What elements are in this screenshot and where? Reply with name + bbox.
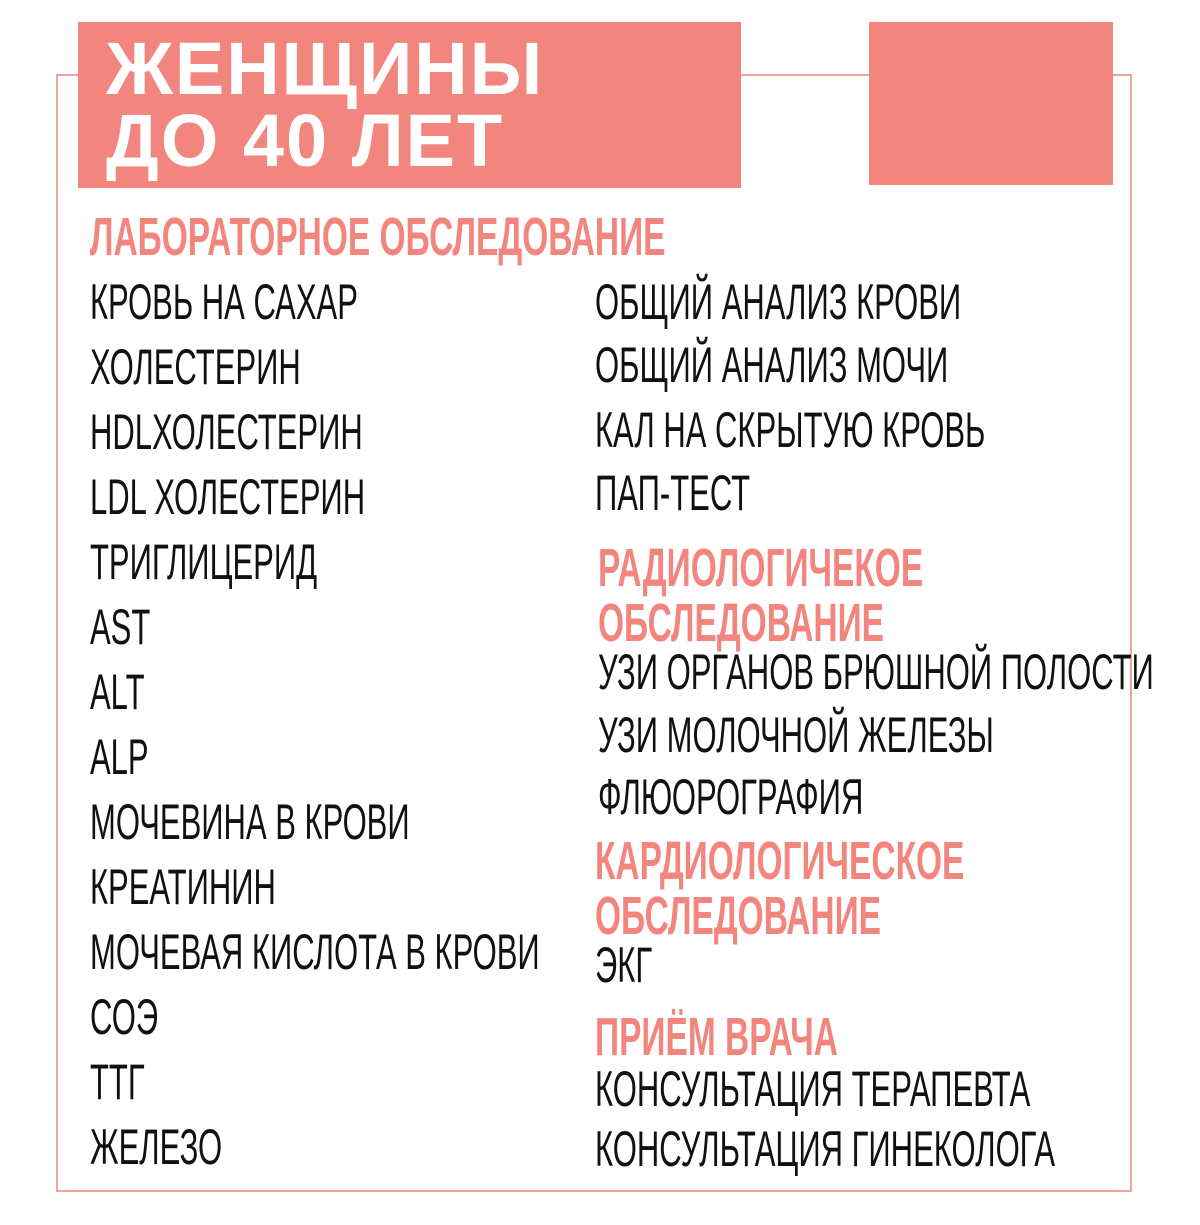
list-item: ФЛЮОРОГРАФИЯ — [598, 769, 864, 825]
list-item: КОНСУЛЬТАЦИЯ ТЕРАПЕВТА — [595, 1061, 1031, 1117]
doctor-heading: ПРИЁМ ВРАЧА — [595, 1007, 838, 1067]
cardiology-heading-line-2: ОБСЛЕДОВАНИЕ — [595, 886, 881, 946]
radiology-heading-line-1: РАДИОЛОГИЧЕКОЕ — [598, 538, 924, 598]
list-item: ХОЛЕСТЕРИН — [90, 339, 301, 395]
list-item: КОНСУЛЬТАЦИЯ ГИНЕКОЛОГА — [595, 1121, 1056, 1177]
lab-heading: ЛАБОРАТОРНОЕ ОБСЛЕДОВАНИЕ — [90, 207, 666, 267]
list-item: ЖЕЛЕЗО — [90, 1119, 223, 1175]
list-item: ПАП-ТЕСТ — [595, 465, 751, 521]
cardiology-heading-line-1: КАРДИОЛОГИЧЕСКОЕ — [595, 831, 965, 891]
page-title-line-1: ЖЕНЩИНЫ — [106, 27, 545, 110]
accent-block — [869, 22, 1113, 185]
list-item: ТТГ — [90, 1054, 145, 1110]
list-item: КРОВЬ НА САХАР — [90, 274, 358, 330]
list-item: СОЭ — [90, 989, 159, 1045]
list-item: AST — [90, 599, 151, 655]
list-item: КРЕАТИНИН — [90, 859, 276, 915]
radiology-heading-line-2: ОБСЛЕДОВАНИЕ — [598, 593, 884, 653]
list-item: МОЧЕВАЯ КИСЛОТА В КРОВИ — [90, 924, 540, 980]
list-item: УЗИ МОЛОЧНОЙ ЖЕЛЕЗЫ — [598, 707, 994, 763]
list-item: ЭКГ — [595, 937, 653, 993]
list-item: УЗИ ОРГАНОВ БРЮШНОЙ ПОЛОСТИ — [598, 644, 1154, 700]
list-item: КАЛ НА СКРЫТУЮ КРОВЬ — [595, 402, 986, 458]
list-item: ALP — [90, 729, 149, 785]
list-item: HDLХОЛЕСТЕРИН — [90, 404, 363, 460]
title-banner — [78, 22, 741, 188]
list-item: ALT — [90, 664, 145, 720]
list-item: МОЧЕВИНА В КРОВИ — [90, 794, 410, 850]
list-item: ОБЩИЙ АНАЛИЗ КРОВИ — [595, 274, 962, 330]
list-item: LDL ХОЛЕСТЕРИН — [90, 469, 366, 525]
page-title-line-2: ДО 40 ЛЕТ — [106, 99, 505, 182]
list-item: ТРИГЛИЦЕРИД — [90, 534, 318, 590]
list-item: ОБЩИЙ АНАЛИЗ МОЧИ — [595, 337, 949, 393]
